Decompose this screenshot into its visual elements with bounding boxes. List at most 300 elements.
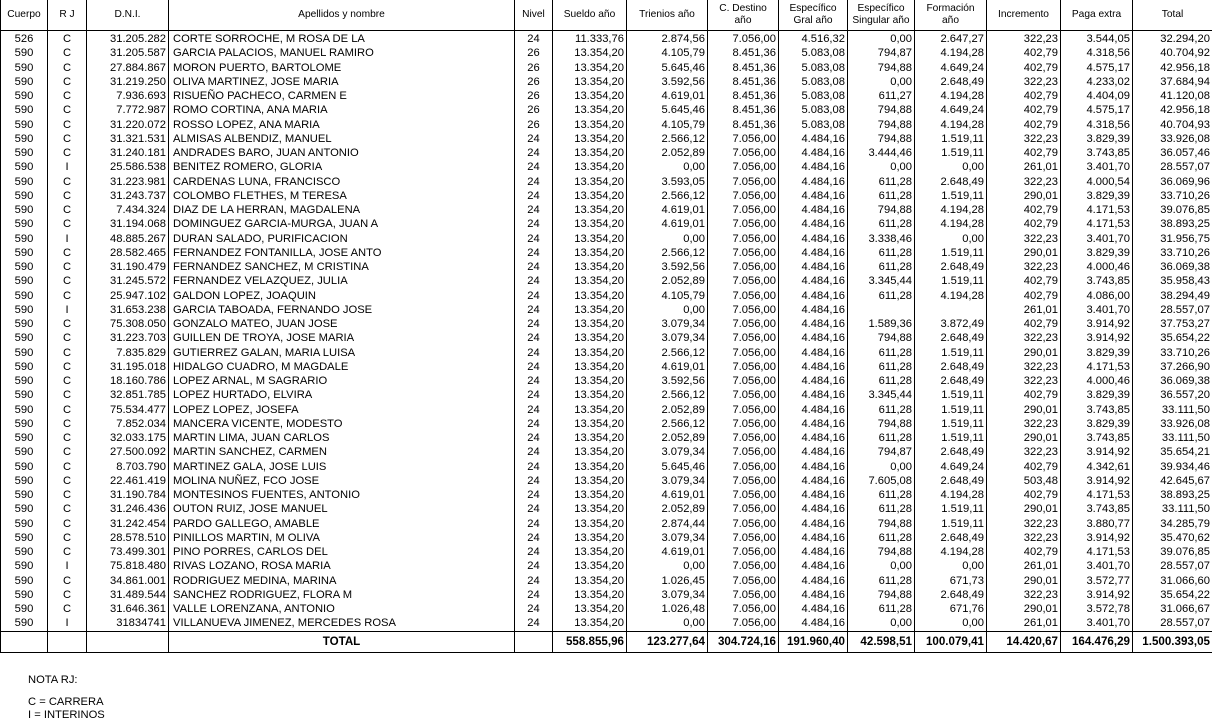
cell-trienios: 2.566,12 bbox=[627, 132, 708, 146]
cell-cuerpo: 590 bbox=[1, 317, 48, 331]
cell-especifico-gral: 4.484,16 bbox=[779, 289, 848, 303]
cell-total: 38.294,49 bbox=[1133, 289, 1212, 303]
cell-total: 36.069,38 bbox=[1133, 260, 1212, 274]
cell-cdestino: 7.056,00 bbox=[708, 346, 779, 360]
cell-cdestino: 7.056,00 bbox=[708, 146, 779, 160]
cell-especifico-gral: 4.484,16 bbox=[779, 488, 848, 502]
cell-especifico-gral: 4.484,16 bbox=[779, 602, 848, 616]
cell-especifico-gral: 4.484,16 bbox=[779, 616, 848, 631]
cell-pagaextra: 4.342,61 bbox=[1061, 460, 1133, 474]
cell-especifico-singular: 0,00 bbox=[848, 460, 915, 474]
cell-total: 42.645,67 bbox=[1133, 474, 1212, 488]
cell-trienios: 2.052,89 bbox=[627, 431, 708, 445]
cell-trienios: 2.052,89 bbox=[627, 502, 708, 516]
cell-incremento: 322,23 bbox=[987, 175, 1061, 189]
cell-incremento: 322,23 bbox=[987, 31, 1061, 47]
cell-especifico-gral: 4.484,16 bbox=[779, 445, 848, 459]
cell-pagaextra: 4.575,17 bbox=[1061, 61, 1133, 75]
cell-especifico-gral: 4.484,16 bbox=[779, 417, 848, 431]
table-row bbox=[1, 360, 1212, 374]
cell-nombre: DIAZ DE LA HERRAN, MAGDALENA bbox=[169, 203, 515, 217]
cell-trienios: 2.566,12 bbox=[627, 346, 708, 360]
cell-pagaextra: 3.829,39 bbox=[1061, 346, 1133, 360]
cell-nombre: OLIVA MARTINEZ, JOSE MARIA bbox=[169, 75, 515, 89]
cell-nivel: 24 bbox=[515, 232, 553, 246]
cell-nombre: VALLE LORENZANA, ANTONIO bbox=[169, 602, 515, 616]
cell-nombre: MORON PUERTO, BARTOLOME bbox=[169, 61, 515, 75]
cell-formacion: 1.519,11 bbox=[915, 417, 987, 431]
cell-dni: 18.160.786 bbox=[87, 374, 169, 388]
cell-trienios: 5.645,46 bbox=[627, 103, 708, 117]
cell-trienios: 2.874,44 bbox=[627, 517, 708, 531]
cell-incremento: 402,79 bbox=[987, 460, 1061, 474]
cell-cuerpo: 590 bbox=[1, 431, 48, 445]
cell-incremento: 290,01 bbox=[987, 246, 1061, 260]
cell-nivel: 24 bbox=[515, 445, 553, 459]
total-especifico-singular: 42.598,51 bbox=[848, 631, 915, 652]
cell-cuerpo: 590 bbox=[1, 445, 48, 459]
cell-dni: 22.461.419 bbox=[87, 474, 169, 488]
cell-incremento: 322,23 bbox=[987, 132, 1061, 146]
cell-sueldo: 13.354,20 bbox=[553, 403, 627, 417]
cell-especifico-singular: 0,00 bbox=[848, 75, 915, 89]
cell-nivel: 24 bbox=[515, 474, 553, 488]
cell-especifico-gral: 4.484,16 bbox=[779, 346, 848, 360]
cell-rj: C bbox=[48, 331, 87, 345]
cell-formacion: 1.519,11 bbox=[915, 431, 987, 445]
cell-incremento: 322,23 bbox=[987, 445, 1061, 459]
cell-cdestino: 8.451,36 bbox=[708, 75, 779, 89]
cell-total: 33.710,26 bbox=[1133, 346, 1212, 360]
cell-cuerpo: 590 bbox=[1, 260, 48, 274]
table-row bbox=[1, 217, 1212, 231]
cell-dni: 31834741 bbox=[87, 616, 169, 631]
table-row bbox=[1, 388, 1212, 402]
cell-especifico-singular: 794,88 bbox=[848, 61, 915, 75]
cell-trienios: 0,00 bbox=[627, 160, 708, 174]
cell-cuerpo: 590 bbox=[1, 303, 48, 317]
cell-nivel: 24 bbox=[515, 388, 553, 402]
cell-nivel: 24 bbox=[515, 289, 553, 303]
cell-rj: C bbox=[48, 103, 87, 117]
cell-nombre: PINILLOS MARTIN, M OLIVA bbox=[169, 531, 515, 545]
cell-cdestino: 8.451,36 bbox=[708, 118, 779, 132]
cell-cdestino: 7.056,00 bbox=[708, 403, 779, 417]
cell-cuerpo: 590 bbox=[1, 602, 48, 616]
cell-formacion: 2.648,49 bbox=[915, 474, 987, 488]
cell-sueldo: 13.354,20 bbox=[553, 417, 627, 431]
cell-especifico-gral: 4.484,16 bbox=[779, 517, 848, 531]
cell-trienios: 5.645,46 bbox=[627, 460, 708, 474]
cell-dni: 7.772.987 bbox=[87, 103, 169, 117]
table-row bbox=[1, 488, 1212, 502]
table-row bbox=[1, 431, 1212, 445]
cell-nivel: 24 bbox=[515, 189, 553, 203]
cell-formacion: 1.519,11 bbox=[915, 517, 987, 531]
cell-especifico-gral: 4.484,16 bbox=[779, 559, 848, 573]
cell-cuerpo: 590 bbox=[1, 374, 48, 388]
cell-total: 34.285,79 bbox=[1133, 517, 1212, 531]
cell-pagaextra: 3.829,39 bbox=[1061, 132, 1133, 146]
table-row bbox=[1, 132, 1212, 146]
cell-rj: C bbox=[48, 445, 87, 459]
cell-dni: 31.653.238 bbox=[87, 303, 169, 317]
cell-especifico-singular: 611,28 bbox=[848, 246, 915, 260]
cell-cdestino: 8.451,36 bbox=[708, 103, 779, 117]
cell-trienios: 4.619,01 bbox=[627, 545, 708, 559]
cell-nombre: RISUEÑO PACHECO, CARMEN E bbox=[169, 89, 515, 103]
table-row bbox=[1, 175, 1212, 189]
cell-formacion: 1.519,11 bbox=[915, 403, 987, 417]
cell-pagaextra: 3.572,77 bbox=[1061, 574, 1133, 588]
cell-sueldo: 13.354,20 bbox=[553, 388, 627, 402]
cell-formacion: 671,73 bbox=[915, 574, 987, 588]
cell-formacion: 2.648,49 bbox=[915, 260, 987, 274]
cell-dni: 25.947.102 bbox=[87, 289, 169, 303]
cell-rj: I bbox=[48, 303, 87, 317]
cell-total: 33.111,50 bbox=[1133, 502, 1212, 516]
cell-rj: C bbox=[48, 175, 87, 189]
cell-cdestino: 8.451,36 bbox=[708, 46, 779, 60]
cell-formacion: 4.194,28 bbox=[915, 118, 987, 132]
cell-pagaextra: 4.000,46 bbox=[1061, 374, 1133, 388]
cell-especifico-gral: 5.083,08 bbox=[779, 61, 848, 75]
cell-cuerpo: 590 bbox=[1, 403, 48, 417]
cell-rj: C bbox=[48, 203, 87, 217]
cell-trienios: 4.619,01 bbox=[627, 217, 708, 231]
col-cdestino-line1: C. Destino bbox=[719, 3, 767, 14]
cell-total: 28.557,07 bbox=[1133, 616, 1212, 631]
cell-trienios: 2.566,12 bbox=[627, 246, 708, 260]
cell-nivel: 24 bbox=[515, 616, 553, 631]
cell-incremento: 402,79 bbox=[987, 488, 1061, 502]
cell-cdestino: 7.056,00 bbox=[708, 217, 779, 231]
cell-sueldo: 13.354,20 bbox=[553, 232, 627, 246]
cell-total: 33.710,26 bbox=[1133, 189, 1212, 203]
total-row bbox=[1, 631, 1212, 652]
cell-especifico-gral: 5.083,08 bbox=[779, 118, 848, 132]
cell-formacion: 4.194,28 bbox=[915, 289, 987, 303]
cell-nivel: 24 bbox=[515, 217, 553, 231]
cell-formacion: 1.519,11 bbox=[915, 146, 987, 160]
cell-especifico-singular: 3.345,44 bbox=[848, 388, 915, 402]
cell-trienios: 2.052,89 bbox=[627, 146, 708, 160]
cell-nivel: 26 bbox=[515, 118, 553, 132]
cell-nivel: 26 bbox=[515, 75, 553, 89]
cell-formacion: 2.648,49 bbox=[915, 360, 987, 374]
table-row bbox=[1, 61, 1212, 75]
cell-especifico-gral: 4.484,16 bbox=[779, 431, 848, 445]
cell-trienios: 3.079,34 bbox=[627, 588, 708, 602]
cell-formacion: 1.519,11 bbox=[915, 189, 987, 203]
cell-formacion: 2.647,27 bbox=[915, 31, 987, 47]
cell-dni: 32.033.175 bbox=[87, 431, 169, 445]
cell-cdestino: 7.056,00 bbox=[708, 317, 779, 331]
cell-dni: 48.885.267 bbox=[87, 232, 169, 246]
cell-incremento: 402,79 bbox=[987, 118, 1061, 132]
cell-total: 28.557,07 bbox=[1133, 559, 1212, 573]
cell-incremento: 290,01 bbox=[987, 346, 1061, 360]
cell-nombre: GUILLEN DE TROYA, JOSE MARIA bbox=[169, 331, 515, 345]
cell-nivel: 24 bbox=[515, 146, 553, 160]
cell-total: 31.956,75 bbox=[1133, 232, 1212, 246]
total-spacer bbox=[87, 631, 169, 652]
table-row bbox=[1, 246, 1212, 260]
cell-incremento: 402,79 bbox=[987, 61, 1061, 75]
cell-dni: 32.851.785 bbox=[87, 388, 169, 402]
cell-dni: 31.195.018 bbox=[87, 360, 169, 374]
cell-trienios: 2.874,56 bbox=[627, 31, 708, 47]
cell-rj: C bbox=[48, 246, 87, 260]
cell-formacion: 0,00 bbox=[915, 232, 987, 246]
cell-especifico-singular: 611,28 bbox=[848, 602, 915, 616]
cell-especifico-singular: 3.338,46 bbox=[848, 232, 915, 246]
cell-sueldo: 13.354,20 bbox=[553, 460, 627, 474]
cell-cdestino: 7.056,00 bbox=[708, 445, 779, 459]
cell-dni: 31.223.981 bbox=[87, 175, 169, 189]
cell-cuerpo: 590 bbox=[1, 217, 48, 231]
cell-cuerpo: 590 bbox=[1, 203, 48, 217]
cell-pagaextra: 3.829,39 bbox=[1061, 388, 1133, 402]
cell-trienios: 4.105,79 bbox=[627, 118, 708, 132]
cell-formacion: 4.194,28 bbox=[915, 488, 987, 502]
cell-rj: I bbox=[48, 160, 87, 174]
cell-especifico-gral: 4.484,16 bbox=[779, 331, 848, 345]
cell-trienios: 4.619,01 bbox=[627, 89, 708, 103]
cell-incremento: 402,79 bbox=[987, 217, 1061, 231]
cell-dni: 34.861.001 bbox=[87, 574, 169, 588]
cell-cdestino: 7.056,00 bbox=[708, 303, 779, 317]
col-total: Total bbox=[1133, 0, 1212, 31]
cell-dni: 31.194.068 bbox=[87, 217, 169, 231]
cell-nombre: GONZALO MATEO, JUAN JOSE bbox=[169, 317, 515, 331]
cell-especifico-singular: 611,28 bbox=[848, 403, 915, 417]
cell-nivel: 24 bbox=[515, 31, 553, 47]
cell-especifico-gral: 4.484,16 bbox=[779, 132, 848, 146]
cell-sueldo: 13.354,20 bbox=[553, 502, 627, 516]
cell-formacion: 4.194,28 bbox=[915, 46, 987, 60]
cell-incremento: 402,79 bbox=[987, 274, 1061, 288]
cell-total: 37.753,27 bbox=[1133, 317, 1212, 331]
cell-cuerpo: 590 bbox=[1, 346, 48, 360]
cell-trienios: 4.619,01 bbox=[627, 360, 708, 374]
table-row bbox=[1, 232, 1212, 246]
cell-total: 35.654,22 bbox=[1133, 331, 1212, 345]
cell-total: 33.111,50 bbox=[1133, 403, 1212, 417]
cell-cuerpo: 590 bbox=[1, 331, 48, 345]
cell-total: 41.120,08 bbox=[1133, 89, 1212, 103]
cell-especifico-singular: 794,88 bbox=[848, 118, 915, 132]
cell-rj: C bbox=[48, 417, 87, 431]
cell-cuerpo: 590 bbox=[1, 388, 48, 402]
cell-especifico-gral: 4.484,16 bbox=[779, 388, 848, 402]
cell-sueldo: 13.354,20 bbox=[553, 217, 627, 231]
cell-cdestino: 7.056,00 bbox=[708, 175, 779, 189]
cell-incremento: 402,79 bbox=[987, 89, 1061, 103]
cell-sueldo: 13.354,20 bbox=[553, 559, 627, 573]
total-spacer bbox=[515, 631, 553, 652]
cell-cdestino: 7.056,00 bbox=[708, 460, 779, 474]
cell-nombre: LOPEZ HURTADO, ELVIRA bbox=[169, 388, 515, 402]
cell-cdestino: 7.056,00 bbox=[708, 203, 779, 217]
cell-cuerpo: 590 bbox=[1, 175, 48, 189]
cell-total: 33.926,08 bbox=[1133, 417, 1212, 431]
cell-cuerpo: 590 bbox=[1, 274, 48, 288]
cell-rj: C bbox=[48, 289, 87, 303]
cell-cuerpo: 590 bbox=[1, 460, 48, 474]
cell-rj: C bbox=[48, 502, 87, 516]
cell-cdestino: 7.056,00 bbox=[708, 559, 779, 573]
cell-especifico-gral: 5.083,08 bbox=[779, 46, 848, 60]
cell-cdestino: 7.056,00 bbox=[708, 431, 779, 445]
cell-nivel: 24 bbox=[515, 374, 553, 388]
cell-cuerpo: 590 bbox=[1, 474, 48, 488]
cell-pagaextra: 3.544,05 bbox=[1061, 31, 1133, 47]
cell-rj: C bbox=[48, 388, 87, 402]
cell-pagaextra: 3.914,92 bbox=[1061, 331, 1133, 345]
cell-nombre: HIDALGO CUADRO, M MAGDALE bbox=[169, 360, 515, 374]
cell-especifico-singular: 611,27 bbox=[848, 89, 915, 103]
cell-pagaextra: 3.914,92 bbox=[1061, 317, 1133, 331]
cell-cdestino: 7.056,00 bbox=[708, 417, 779, 431]
cell-cuerpo: 590 bbox=[1, 246, 48, 260]
cell-especifico-gral: 5.083,08 bbox=[779, 103, 848, 117]
cell-sueldo: 13.354,20 bbox=[553, 189, 627, 203]
cell-sueldo: 13.354,20 bbox=[553, 346, 627, 360]
cell-cuerpo: 590 bbox=[1, 189, 48, 203]
cell-nivel: 24 bbox=[515, 574, 553, 588]
cell-nombre: FERNANDEZ SANCHEZ, M CRISTINA bbox=[169, 260, 515, 274]
cell-sueldo: 13.354,20 bbox=[553, 574, 627, 588]
cell-formacion bbox=[915, 303, 987, 317]
cell-dni: 8.703.790 bbox=[87, 460, 169, 474]
cell-dni: 31.220.072 bbox=[87, 118, 169, 132]
cell-rj: I bbox=[48, 559, 87, 573]
cell-trienios: 0,00 bbox=[627, 232, 708, 246]
cell-incremento: 290,01 bbox=[987, 431, 1061, 445]
cell-trienios: 1.026,45 bbox=[627, 574, 708, 588]
cell-total: 39.076,85 bbox=[1133, 203, 1212, 217]
table-row bbox=[1, 574, 1212, 588]
table-row bbox=[1, 602, 1212, 616]
col-dni: D.N.I. bbox=[87, 0, 169, 31]
table-row bbox=[1, 289, 1212, 303]
cell-dni: 31.205.282 bbox=[87, 31, 169, 47]
cell-rj: C bbox=[48, 588, 87, 602]
col-formacion: Formación año bbox=[915, 0, 987, 31]
cell-rj: C bbox=[48, 189, 87, 203]
table-row bbox=[1, 103, 1212, 117]
cell-especifico-gral: 4.484,16 bbox=[779, 260, 848, 274]
cell-cuerpo: 590 bbox=[1, 488, 48, 502]
cell-nivel: 26 bbox=[515, 103, 553, 117]
cell-total: 36.557,20 bbox=[1133, 388, 1212, 402]
cell-total: 37.266,90 bbox=[1133, 360, 1212, 374]
cell-rj: C bbox=[48, 545, 87, 559]
cell-formacion: 4.649,24 bbox=[915, 61, 987, 75]
cell-especifico-singular: 794,88 bbox=[848, 132, 915, 146]
cell-formacion: 4.194,28 bbox=[915, 217, 987, 231]
cell-nivel: 24 bbox=[515, 246, 553, 260]
table-row bbox=[1, 303, 1212, 317]
cell-especifico-gral: 4.484,16 bbox=[779, 460, 848, 474]
cell-total: 42.956,18 bbox=[1133, 103, 1212, 117]
cell-especifico-gral: 4.484,16 bbox=[779, 175, 848, 189]
cell-trienios: 0,00 bbox=[627, 559, 708, 573]
cell-incremento: 322,23 bbox=[987, 517, 1061, 531]
cell-incremento: 261,01 bbox=[987, 160, 1061, 174]
total-formacion: 100.079,41 bbox=[915, 631, 987, 652]
cell-dni: 31.223.703 bbox=[87, 331, 169, 345]
cell-nombre: LOPEZ LOPEZ, JOSEFA bbox=[169, 403, 515, 417]
cell-rj: C bbox=[48, 61, 87, 75]
cell-sueldo: 13.354,20 bbox=[553, 331, 627, 345]
cell-incremento: 402,79 bbox=[987, 146, 1061, 160]
cell-total: 39.934,46 bbox=[1133, 460, 1212, 474]
cell-total: 33.710,26 bbox=[1133, 246, 1212, 260]
cell-sueldo: 13.354,20 bbox=[553, 303, 627, 317]
cell-nivel: 24 bbox=[515, 132, 553, 146]
cell-total: 35.654,21 bbox=[1133, 445, 1212, 459]
cell-especifico-gral: 4.484,16 bbox=[779, 189, 848, 203]
cell-trienios: 4.619,01 bbox=[627, 488, 708, 502]
col-especifico-singular bbox=[848, 0, 915, 31]
cell-especifico-gral: 4.484,16 bbox=[779, 274, 848, 288]
cell-nombre: GARCIA TABOADA, FERNANDO JOSE bbox=[169, 303, 515, 317]
cell-especifico-singular: 1.589,36 bbox=[848, 317, 915, 331]
cell-especifico-singular: 794,87 bbox=[848, 46, 915, 60]
cell-pagaextra: 3.401,70 bbox=[1061, 232, 1133, 246]
cell-especifico-singular: 611,28 bbox=[848, 175, 915, 189]
cell-nivel: 24 bbox=[515, 360, 553, 374]
cell-cdestino: 7.056,00 bbox=[708, 531, 779, 545]
cell-formacion: 2.648,49 bbox=[915, 588, 987, 602]
col-esing-line1: Específico bbox=[858, 3, 905, 14]
cell-dni: 31.242.454 bbox=[87, 517, 169, 531]
cell-dni: 31.646.361 bbox=[87, 602, 169, 616]
cell-formacion: 4.649,24 bbox=[915, 103, 987, 117]
col-rj: R J bbox=[48, 0, 87, 31]
cell-cuerpo: 590 bbox=[1, 360, 48, 374]
cell-rj: C bbox=[48, 217, 87, 231]
cell-incremento: 322,23 bbox=[987, 374, 1061, 388]
table-row bbox=[1, 403, 1212, 417]
cell-sueldo: 13.354,20 bbox=[553, 274, 627, 288]
cell-especifico-singular: 7.605,08 bbox=[848, 474, 915, 488]
cell-trienios: 0,00 bbox=[627, 616, 708, 631]
cell-rj: C bbox=[48, 260, 87, 274]
cell-cuerpo: 526 bbox=[1, 31, 48, 47]
table-row bbox=[1, 474, 1212, 488]
cell-especifico-gral: 4.484,16 bbox=[779, 574, 848, 588]
cell-sueldo: 13.354,20 bbox=[553, 531, 627, 545]
cell-cdestino: 7.056,00 bbox=[708, 274, 779, 288]
table-row bbox=[1, 317, 1212, 331]
cell-trienios: 2.566,12 bbox=[627, 388, 708, 402]
cell-total: 28.557,07 bbox=[1133, 160, 1212, 174]
cell-formacion: 4.194,28 bbox=[915, 203, 987, 217]
cell-formacion: 1.519,11 bbox=[915, 388, 987, 402]
cell-especifico-gral: 4.484,16 bbox=[779, 203, 848, 217]
cell-especifico-gral: 4.484,16 bbox=[779, 502, 848, 516]
table-body bbox=[1, 31, 1212, 632]
cell-cuerpo: 590 bbox=[1, 616, 48, 631]
col-cdestino-line2: año bbox=[735, 15, 752, 26]
total-spacer bbox=[1, 631, 48, 652]
cell-especifico-singular: 794,88 bbox=[848, 588, 915, 602]
cell-cdestino: 7.056,00 bbox=[708, 189, 779, 203]
cell-rj: C bbox=[48, 146, 87, 160]
